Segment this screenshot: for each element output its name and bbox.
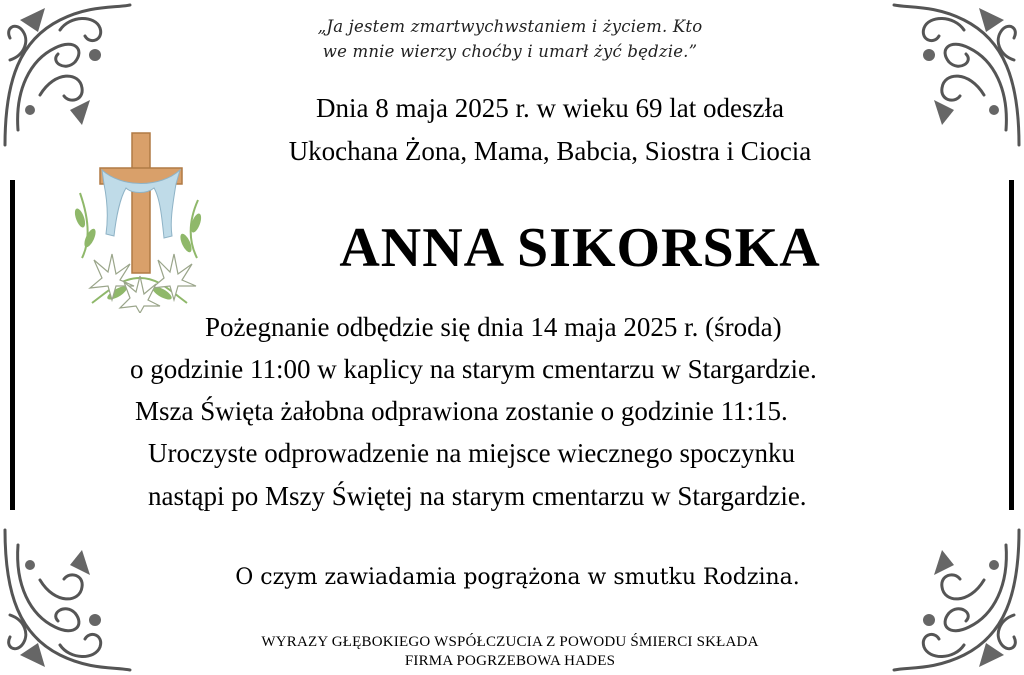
bible-quote <box>250 14 770 64</box>
deceased-name: ANNA SIKORSKA <box>339 217 821 279</box>
ornament-corner-bottom-right <box>889 525 1024 675</box>
border-line-left <box>10 180 15 510</box>
border-line-right <box>1009 180 1014 510</box>
detail-line-4: Uroczyste odprowadzenie na miejsce wiecznego spoczynku <box>148 438 795 468</box>
detail-line-3: Msza Święta żałobna odprawiona zostanie o godzinie 11:15. <box>135 396 788 426</box>
quote-line-1: „Ja jestem zmartwychwstaniem i życiem. Kto <box>317 17 703 36</box>
intro-line-1: Dnia 8 maja 2025 r. w wieku 69 lat odeszła <box>316 93 784 123</box>
intro-line-2: Ukochana Żona, Mama, Babcia, Siostra i Ciocia <box>288 136 812 166</box>
cross-with-lilies-icon <box>72 128 207 313</box>
footer-funeral-home: FIRMA POGRZEBOWA HADES <box>404 653 616 669</box>
detail-line-2: o godzinie 11:00 w kaplicy na starym cmentarzu w Stargardzie. <box>130 354 817 384</box>
ornament-corner-bottom-left <box>0 525 135 675</box>
quote-line-2: we mnie wierzy choćby i umarł żyć będzie.” <box>322 42 698 61</box>
ornament-corner-top-right <box>889 0 1024 150</box>
family-closing: O czym zawiadamia pogrążona w smutku Rodzina. <box>235 565 800 590</box>
detail-line-1: Pożegnanie odbędzie się dnia 14 maja 2025 r. (środa) <box>205 312 782 342</box>
detail-line-5: nastąpi po Mszy Świętej na starym cmentarzu w Stargardzie. <box>148 481 807 511</box>
footer-condolences-line-1: WYRAZY GŁĘBOKIEGO WSPÓŁCZUCIA Z POWODU ŚMIERCI SKŁADA <box>261 634 759 650</box>
